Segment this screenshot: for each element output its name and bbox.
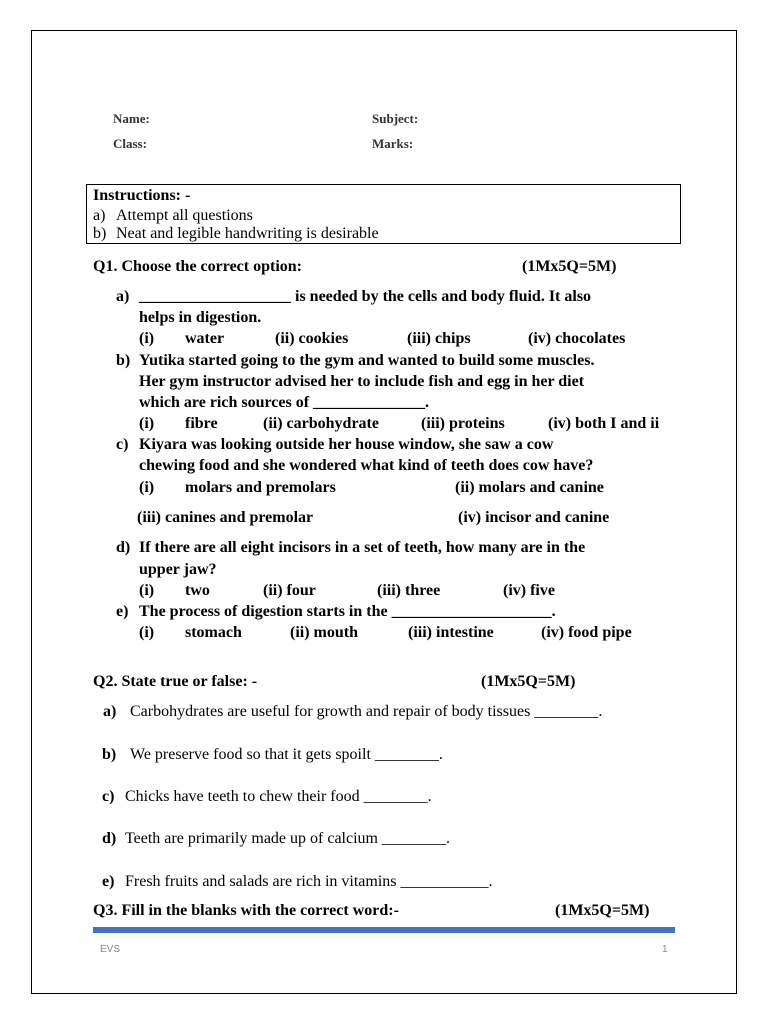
q1-title: Q1. Choose the correct option: [93, 258, 302, 275]
q1-a-opt-i: water [185, 330, 225, 347]
q1-a-marker: a) [116, 288, 130, 305]
q1-c-line2: chewing food and she wondered what kind of teeth does cow have? [139, 457, 594, 474]
q1-a-line2: helps in digestion. [139, 309, 262, 326]
q1-d-marker: d) [116, 539, 131, 556]
q1-b-line1: Yutika started going to the gym and wanted to build some muscles. [139, 352, 595, 369]
q1-c-opt-i: molars and premolars [185, 479, 336, 496]
q1-c-line1: Kiyara was looking outside her house window, she saw a cow [139, 436, 554, 453]
instruction-marker-a: a) [93, 207, 106, 224]
marks-label: Marks: [372, 136, 414, 151]
q1-d-line1: If there are all eight incisors in a set of teeth, how many are in the [139, 539, 586, 556]
q2-c-text: Chicks have teeth to chew their food ________. [125, 788, 432, 805]
q3-marks: (1Mx5Q=5M) [555, 902, 650, 919]
name-label: Name: [113, 111, 150, 126]
q1-e-opt-num: (i) [139, 624, 155, 641]
q2-e-marker: e) [102, 873, 115, 890]
q3-title: Q3. Fill in the blanks with the correct word:- [93, 902, 399, 919]
q2-d-marker: d) [102, 830, 117, 847]
q1-marks: (1Mx5Q=5M) [522, 258, 617, 275]
q1-d-opt-iv: (iv) five [503, 582, 555, 599]
footer-page-number: 1 [662, 944, 668, 955]
q1-a-opt-iv: (iv) chocolates [528, 330, 626, 347]
class-label: Class: [113, 136, 147, 151]
subject-label: Subject: [372, 111, 419, 126]
instructions-title: Instructions: - [93, 187, 191, 204]
q1-b-opt-i: fibre [185, 415, 218, 432]
q1-a-opt-iii: (iii) chips [407, 330, 471, 347]
footer-subject: EVS [100, 944, 121, 955]
q1-b-opt-num: (i) [139, 415, 155, 432]
q1-b-line3: which are rich sources of ______________. [139, 394, 430, 411]
q2-b-text: We preserve food so that it gets spoilt ________. [130, 746, 443, 763]
q1-d-opt-ii: (ii) four [263, 582, 316, 599]
q1-e-opt-i: stomach [185, 624, 242, 641]
q1-a-line1: ___________________ is needed by the cells and body fluid. It also [139, 288, 592, 305]
q1-b-opt-iii: (iii) proteins [421, 415, 505, 432]
q1-e-opt-iv: (iv) food pipe [541, 624, 632, 641]
q1-e-opt-iii: (iii) intestine [408, 624, 494, 641]
q1-d-opt-i: two [185, 582, 210, 599]
instruction-text-a: Attempt all questions [116, 207, 253, 224]
q1-d-opt-num: (i) [139, 582, 155, 599]
q1-e-opt-ii: (ii) mouth [290, 624, 358, 641]
q1-d-opt-iii: (iii) three [377, 582, 441, 599]
q1-b-opt-iv: (iv) both I and ii [548, 415, 660, 432]
q2-a-text: Carbohydrates are useful for growth and repair of body tissues ________. [130, 703, 603, 720]
q2-marks: (1Mx5Q=5M) [481, 673, 576, 690]
q1-c-marker: c) [116, 436, 129, 453]
instruction-text-b: Neat and legible handwriting is desirable [116, 225, 379, 242]
q1-a-opt-num: (i) [139, 330, 155, 347]
footer-bar [93, 927, 675, 933]
q1-e-marker: e) [116, 603, 129, 620]
q1-e-line1: The process of digestion starts in the ____________________. [139, 603, 556, 620]
q2-b-marker: b) [102, 746, 117, 763]
instruction-marker-b: b) [93, 225, 107, 242]
q2-a-marker: a) [103, 703, 117, 720]
q1-c-opt-iv: (iv) incisor and canine [458, 509, 610, 526]
q1-c-opt-ii: (ii) molars and canine [455, 479, 604, 496]
q2-title: Q2. State true or false: - [93, 673, 258, 690]
q1-b-opt-ii: (ii) carbohydrate [263, 415, 379, 432]
q2-c-marker: c) [102, 788, 115, 805]
q1-d-line2: upper jaw? [139, 561, 217, 578]
q1-c-opt-num: (i) [139, 479, 155, 496]
q1-b-marker: b) [116, 352, 131, 369]
q2-e-text: Fresh fruits and salads are rich in vitamins ___________. [125, 873, 493, 890]
q2-d-text: Teeth are primarily made up of calcium ________. [125, 830, 450, 847]
q1-c-opt-iii: (iii) canines and premolar [137, 509, 314, 526]
q1-b-line2: Her gym instructor advised her to include fish and egg in her diet [139, 373, 585, 390]
q1-a-opt-ii: (ii) cookies [275, 330, 349, 347]
